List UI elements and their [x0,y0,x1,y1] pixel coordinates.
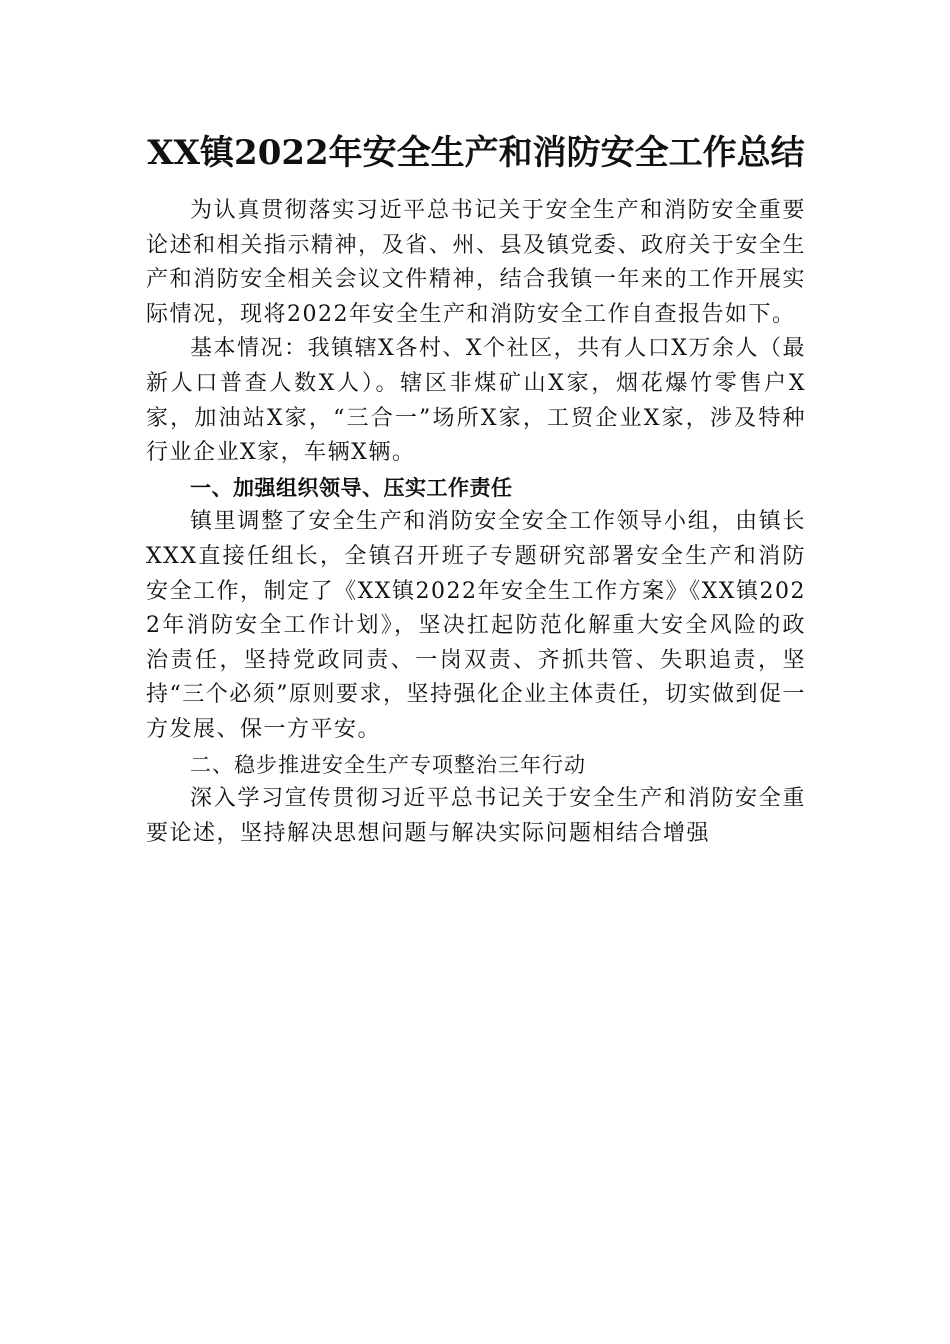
document-title: XX镇2022年安全生产和消防安全工作总结 [147,133,805,173]
section-2-body: 深入学习宣传贯彻习近平总书记关于安全生产和消防安全重要论述，坚持解决思想问题与解决实际问题相结合增强 [146,786,806,846]
intro-paragraph: 为认真贯彻落实习近平总书记关于安全生产和消防安全重要论述和相关指示精神，及省、州、县及镇党委、政府关于安全生产和消防安全相关会议文件精神，结合我镇一年来的工作开展实际情况，现将2022年安全生产和消防安全工作自查报告如下。 [146,198,806,327]
section-2-heading: 二、稳步推进安全生产专项整治三年行动 [190,752,586,777]
section-1-heading: 一、加强组织领导、压实工作责任 [190,475,513,500]
document-page [146,118,806,851]
section-1-body: 镇里调整了安全生产和消防安全安全工作领导小组，由镇长XXX直接任组长，全镇召开班子专题研究部署安全生产和消防安全工作，制定了《XX镇2022年安全生工作方案》《XX镇2022年消防安全工作计划》，坚决扛起防范化解重大安全风险的政治责任，坚持党政同责、一岗双责、齐抓共管、失职追责，坚持“三个必须”原则要求，坚持强化企业主体责任，切实做到促一方发展、保一方平安。 [146,509,806,742]
basic-situation-paragraph: 基本情况：我镇辖X各村、X个社区，共有人口X万余人（最新人口普查人数X人）。辖区非煤矿山X家，烟花爆竹零售户X家，加油站X家，“三合一”场所X家，工贸企业X家，涉及特种行业企业X家，车辆X辆。 [146,336,806,466]
